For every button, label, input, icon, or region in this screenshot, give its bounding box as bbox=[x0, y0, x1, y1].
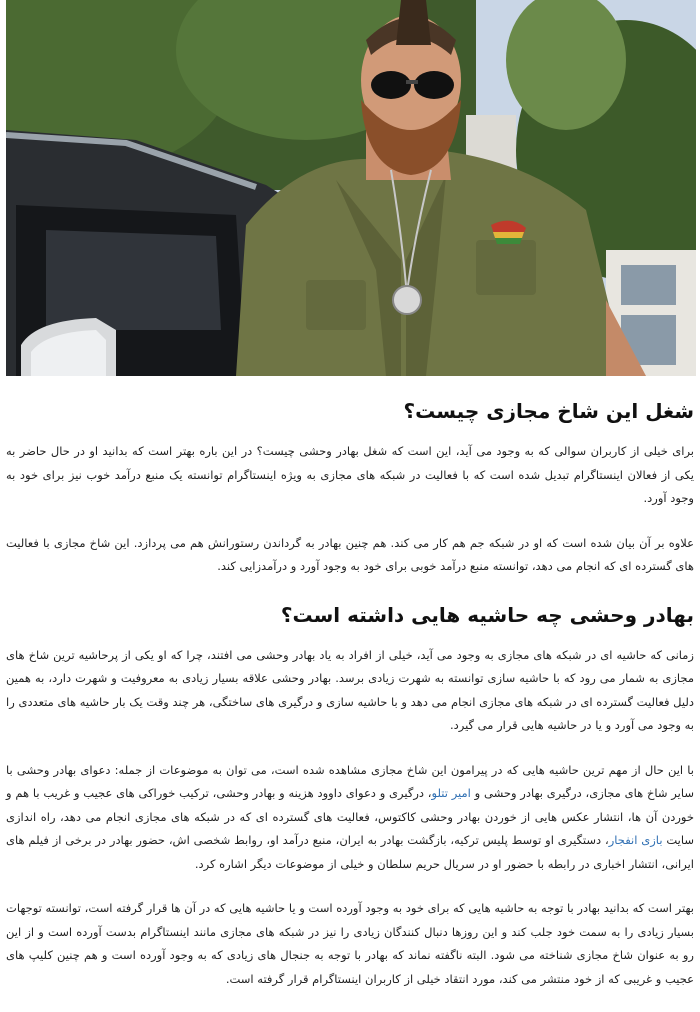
section-heading-job: شغل این شاخ مجازی چیست؟ bbox=[403, 399, 694, 423]
paragraph-text: با این حال از مهم ترین حاشیه هایی که در پیرامون این شاخ مجازی مشاهده شده است، می توان به موضوعات از جمله: دعوای بهادر وحشی با سایر شاخ های مجازی، درگیری بهادر وحشی و bbox=[6, 762, 694, 800]
link-bazi-enfejar[interactable]: بازی انفجار bbox=[608, 833, 663, 847]
paragraph: برای خیلی از کاربران سوالی که به وجود می آید، این است که شغل بهادر وحشی چیست؟ در این باره بهتر است که بدانید او در حال حاضر به یکی از فعالان اینستاگرام تبدیل شده است که با فعالیت در شبکه های مجازی به ویژه اینستاگرام توانسته یک منبع درآمد خوب نیز برای خود به وجود آورد. bbox=[6, 444, 694, 505]
paragraph-text: ، دستگیری او توسط پلیس ترکیه، بازگشت بهادر به ایران، منبع درآمد او، روابط شخصی اش، حضور بهادر در برخی از فیلم های ایرانی، انتشار اخباری در رابطه با حضور او در سریال حریم سلطان و خیلی از موضوعات دیگر اشاره کرد. bbox=[6, 833, 694, 871]
paragraph: علاوه بر آن بیان شده است که او در شبکه جم هم کار می کند. هم چنین بهادر به گرداندن رستورانش هم می پردازد. این شاخ مجازی با فعالیت های گسترده ای که انجام می دهد، توانسته منبع درآمد خوبی برای خود به وجود آورد و درآمدزایی کند. bbox=[6, 535, 694, 573]
paragraph: زمانی که حاشیه ای در شبکه های مجازی به وجود می آید، خیلی از افراد به یاد بهادر وحشی می افتند، چرا که او یکی از پرحاشیه ترین شاخ های مجازی به شمار می رود که با حاشیه سازی توانسته به شهرت زیادی برسد. بهادر وحشی علاقه بسیار زیادی به معروفیت و شهرت دارد، به همین دلیل فعالیت گسترده ای در شبکه های مجازی انجام می دهد و با حاشیه سازی و درگیری های ساختگی، هر چند وقت یک بار حاشیه های متعددی را به وجود می آورد و یا در حاشیه هایی قرار می گیرد. bbox=[6, 647, 694, 732]
paragraph-with-links bbox=[6, 759, 694, 877]
paragraph: بهتر است که بدانید بهادر با توجه به حاشیه هایی که برای خود به وجود آورده است و یا حاشیه هایی که در آن ها قرار گرفته است، توانسته توجهات بسیار زیادی را به سمت خود جلب کند و این روزها دنبال کنندگان زیادی را نیز در شبکه های مجازی مانند اینستاگرام بدست آورده است و از این رو به عنوان شاخ مجازی شناخته می شود. البته ناگفته نماند که بهادر با توجه به جنجال های زیادی که به وجود آورده است و هم چنین کلیپ های عجیب و غریبی که از خود منتشر می کند، مورد انتقاد خیلی از کاربران اینستاگرام قرار گرفته است. bbox=[6, 901, 694, 986]
paragraph-text: ، درگیری و دعوای داوود هزینه و بهادر وحشی، ترکیب خوراکی های عجیب و غریب با هم و خوردن آن ها، انتشار عکس هایی از خوردن بهادر وحشی کاکتوس، فعالیت های گسترده ای که در شبکه های مجازی انجام می دهد، راه اندازی سایت bbox=[6, 786, 695, 847]
link-amir-tataloo[interactable]: امیر تتلو bbox=[431, 786, 471, 800]
hero-photo bbox=[6, 0, 696, 376]
section-heading-controversies: بهادر وحشی چه حاشیه هایی داشته است؟ bbox=[280, 602, 694, 627]
article-body bbox=[6, 386, 694, 1012]
